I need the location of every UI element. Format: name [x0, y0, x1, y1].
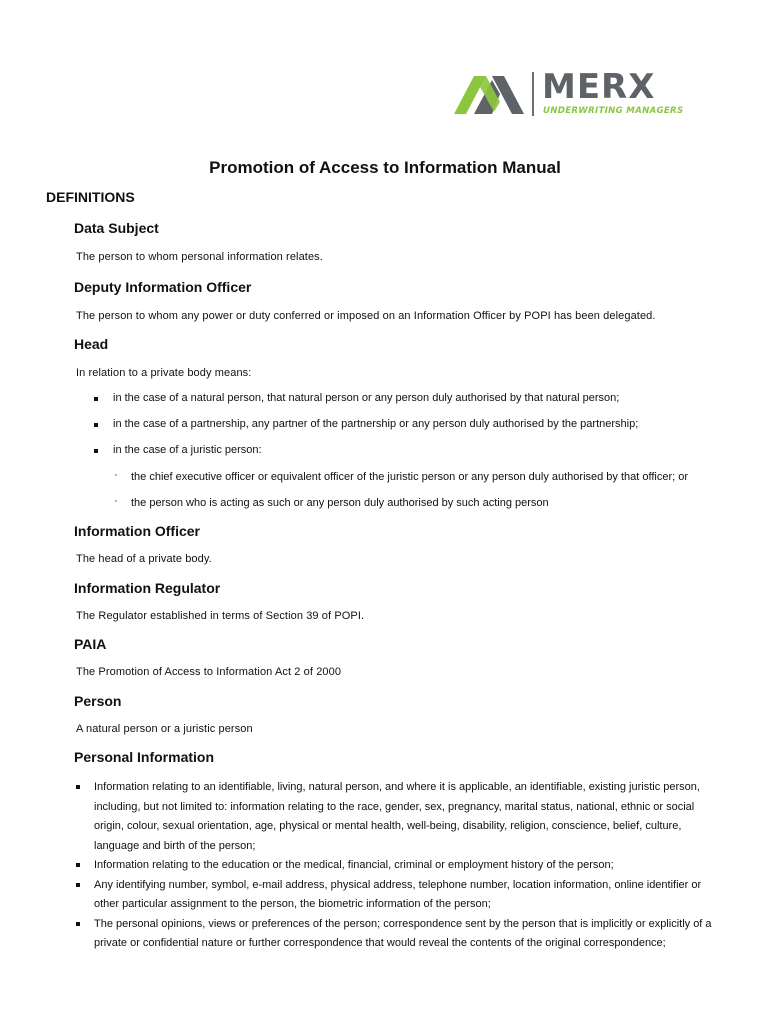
term-deputy-information-officer: Deputy Information Officer	[74, 279, 252, 295]
term-personal-information: Personal Information	[74, 749, 215, 765]
def-information-officer: The head of a private body.	[76, 553, 212, 565]
term-information-regulator: Information Regulator	[74, 580, 221, 596]
list-item: Any identifying number, symbol, e-mail address, physical address, telephone number, location information, online identifier or other particular assignment to the person, the biometric information of the person;	[76, 876, 726, 915]
term-paia: PAIA	[74, 636, 107, 652]
list-item: Information relating to an identifiable, living, natural person, and where it is applicable, an identifiable, existing juristic person, including, but not limited to: information relating to the race, gender, sex, pregnancy, marital status, national, ethnic or social origin, colour, sexual orientation, age, physical or mental health, well-being, disability, religion, conscience, belief, culture, language and birth of the person;	[76, 778, 726, 856]
term-person: Person	[74, 693, 122, 709]
term-head: Head	[74, 336, 109, 352]
bullet-marker	[94, 449, 98, 453]
term-data-subject: Data Subject	[74, 220, 159, 236]
term-information-officer: Information Officer	[74, 523, 201, 539]
merx-logo-mark-icon	[452, 68, 528, 120]
list-item: Information relating to the education or the medical, financial, criminal or employment history of the person;	[76, 856, 726, 876]
def-deputy-information-officer: The person to whom any power or duty conferred or imposed on an Information Officer by POPI has been delegated.	[76, 310, 656, 322]
list-item: The personal opinions, views or preferences of the person; correspondence sent by the person that is implicitly or explicitly of a private or confidential nature or further correspondence that would reveal the contents of the original correspondence;	[76, 915, 726, 954]
def-information-regulator: The Regulator established in terms of Section 39 of POPI.	[76, 610, 365, 622]
document-title: Promotion of Access to Information Manual	[209, 158, 561, 177]
head-sub-bullet: the chief executive officer or equivalent officer of the juristic person or any person duly authorised by that officer; or	[131, 471, 689, 483]
head-bullet: in the case of a partnership, any partner of the partnership or any person duly authorised by the partnership;	[113, 418, 639, 430]
def-head-intro: In relation to a private body means:	[76, 367, 252, 379]
sub-bullet-marker: ·	[114, 495, 118, 507]
logo-wordmark: MERX	[542, 67, 656, 107]
head-bullet: in the case of a juristic person:	[113, 444, 262, 456]
bullet-marker	[94, 397, 98, 401]
def-data-subject: The person to whom personal information relates.	[76, 251, 323, 263]
logo-tagline: UNDERWRITING MANAGERS	[543, 106, 684, 116]
bullet-marker	[94, 423, 98, 427]
logo-divider	[532, 72, 534, 116]
head-sub-bullet: the person who is acting as such or any person duly authorised by such acting person	[131, 497, 549, 509]
company-logo	[452, 68, 688, 120]
head-bullet: in the case of a natural person, that natural person or any person duly authorised by that natural person;	[113, 392, 620, 404]
section-heading: DEFINITIONS	[46, 189, 135, 205]
def-person: A natural person or a juristic person	[76, 723, 253, 735]
def-paia: The Promotion of Access to Information Act 2 of 2000	[76, 666, 342, 678]
personal-information-list	[76, 778, 726, 954]
sub-bullet-marker: ·	[114, 469, 118, 481]
